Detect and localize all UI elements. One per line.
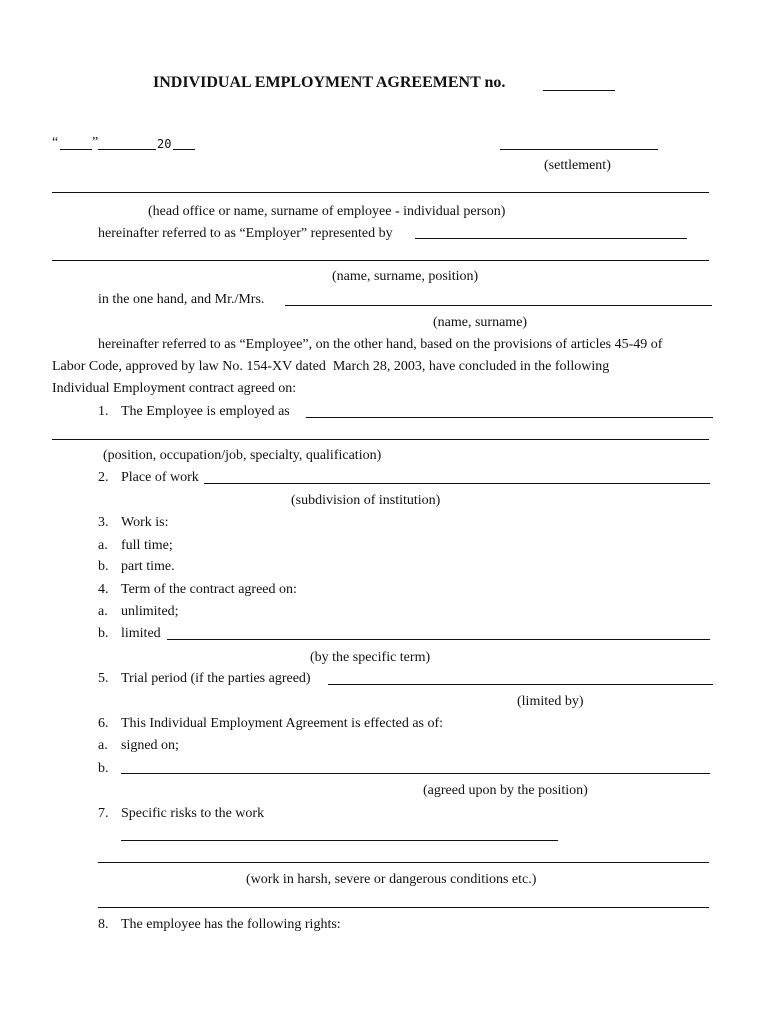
- item-4b-letter: b.: [98, 626, 109, 641]
- preamble-line-1: hereinafter referred to as “Employee”, on the other hand, based on the provisions of articles 45-49 of: [98, 337, 663, 352]
- settlement-field[interactable]: [500, 149, 658, 150]
- item-3-text: Work is:: [121, 515, 169, 530]
- item-3-number: 3.: [98, 515, 109, 530]
- effective-date-field[interactable]: [121, 773, 710, 774]
- document-title: INDIVIDUAL EMPLOYMENT AGREEMENT no.: [153, 74, 506, 91]
- representative-field[interactable]: [415, 238, 687, 239]
- agreed-position-caption: (agreed upon by the position): [423, 783, 588, 798]
- item-3a-letter: a.: [98, 538, 108, 553]
- limited-term-field[interactable]: [167, 639, 710, 640]
- date-open-quote: “: [52, 135, 59, 150]
- specific-risks-field-3[interactable]: [98, 907, 709, 908]
- representative-field-2[interactable]: [52, 260, 709, 261]
- item-4-number: 4.: [98, 582, 109, 597]
- item-6-number: 6.: [98, 716, 109, 731]
- specific-term-caption: (by the specific term): [310, 650, 431, 665]
- item-8-number: 8.: [98, 917, 109, 932]
- specific-risks-field-2[interactable]: [98, 862, 709, 863]
- item-4a-text: unlimited;: [121, 604, 179, 619]
- item-7-number: 7.: [98, 806, 109, 821]
- employer-field[interactable]: [52, 192, 709, 193]
- represented-by-text: hereinafter referred to as “Employer” represented by: [98, 226, 393, 241]
- item-6a-text: signed on;: [121, 738, 179, 753]
- item-4b-text: limited: [121, 626, 161, 641]
- representative-caption: (name, surname, position): [332, 269, 479, 284]
- settlement-caption: (settlement): [544, 158, 611, 173]
- trial-period-field[interactable]: [328, 684, 713, 685]
- item-3b-text: part time.: [121, 559, 175, 574]
- one-hand-text: in the one hand, and Mr./Mrs.: [98, 292, 265, 307]
- employee-name-caption: (name, surname): [433, 315, 528, 330]
- date-century: 20: [157, 137, 172, 151]
- item-1-text: The Employee is employed as: [121, 404, 290, 419]
- item-6-text: This Individual Employment Agreement is effected as of:: [121, 716, 444, 731]
- specific-risks-field[interactable]: [121, 840, 558, 841]
- position-caption: (position, occupation/job, specialty, qualification): [103, 448, 382, 463]
- item-2-text: Place of work: [121, 470, 199, 485]
- item-5-text: Trial period (if the parties agreed): [121, 671, 311, 686]
- harsh-conditions-caption: (work in harsh, severe or dangerous conditions etc.): [246, 872, 537, 887]
- employee-name-field[interactable]: [285, 305, 712, 306]
- item-4a-letter: a.: [98, 604, 108, 619]
- employer-caption: (head office or name, surname of employee - individual person): [148, 204, 506, 219]
- item-5-number: 5.: [98, 671, 109, 686]
- position-field[interactable]: [306, 417, 713, 418]
- item-1-number: 1.: [98, 404, 109, 419]
- item-7-text: Specific risks to the work: [121, 806, 265, 821]
- item-2-number: 2.: [98, 470, 109, 485]
- item-4-text: Term of the contract agreed on:: [121, 582, 297, 597]
- item-6b-letter: b.: [98, 761, 109, 776]
- item-3a-text: full time;: [121, 538, 173, 553]
- preamble-line-3: Individual Employment contract agreed on:: [52, 381, 297, 396]
- date-day-field[interactable]: [60, 149, 92, 150]
- item-8-text: The employee has the following rights:: [121, 917, 341, 932]
- limited-by-caption: (limited by): [517, 694, 584, 709]
- item-6a-letter: a.: [98, 738, 108, 753]
- preamble-line-2: Labor Code, approved by law No. 154-XV dated March 28, 2003, have concluded in the following: [52, 359, 610, 374]
- place-of-work-field[interactable]: [204, 483, 710, 484]
- subdivision-caption: (subdivision of institution): [291, 493, 441, 508]
- date-month-field[interactable]: [98, 149, 156, 150]
- agreement-number-field[interactable]: [543, 90, 615, 91]
- date-close-quote: ”: [92, 135, 99, 150]
- date-year-field[interactable]: [173, 149, 195, 150]
- position-field-2[interactable]: [52, 439, 709, 440]
- item-3b-letter: b.: [98, 559, 109, 574]
